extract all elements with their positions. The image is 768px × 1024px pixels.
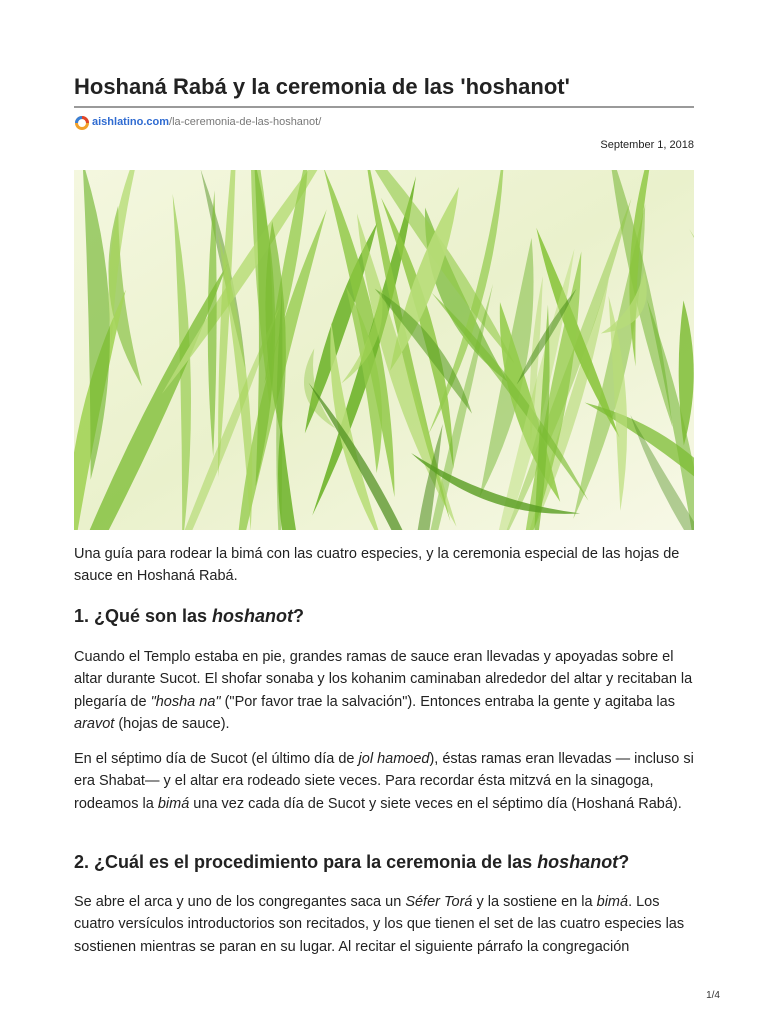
page-indicator: 1/4	[706, 990, 720, 1001]
source-link[interactable]	[74, 114, 321, 130]
section1-paragraph-2: En el séptimo día de Sucot (el último día de jol hamoed), éstas ramas eran llevadas — incluso si era Shabat— y el altar era rodeado siete veces. Para recordar ésta mitzvá en la sinagoga, rodeamos la bimá una vez cada día de Sucot y siete veces en el séptimo día (Hoshaná Rabá).	[74, 751, 694, 812]
publish-date: September 1, 2018	[600, 139, 694, 151]
section-heading-2: 2. ¿Cuál es el procedimiento para la ceremonia de las hoshanot?	[74, 852, 630, 872]
willow-leaves-image	[74, 170, 694, 530]
title-divider	[74, 106, 694, 108]
section1-paragraph-1: Cuando el Templo estaba en pie, grandes ramas de sauce eran llevadas y apoyadas sobre el altar durante Sucot. El shofar sonaba y los kohanim caminaban alrededor del altar y recitaban la plegaría de "hosha na" ("Por favor trae la salvación"). Entonces entraba la gente y agitaba las aravot (hojas de sauce).	[74, 649, 693, 733]
intro-paragraph: Una guía para rodear la bimá con las cuatro especies, y la ceremonia especial de las hojas de sauce en Hoshaná Rabá.	[74, 546, 680, 585]
source-domain[interactable]: aishlatino.com	[92, 116, 170, 128]
site-logo-icon	[74, 114, 90, 130]
source-path[interactable]: /la-ceremonia-de-las-hoshanot/	[169, 116, 322, 128]
page-title: Hoshaná Rabá y la ceremonia de las 'hoshanot'	[74, 74, 570, 99]
section2-paragraph-1: Se abre el arca y uno de los congregantes saca un Séfer Torá y la sostiene en la bimá. Los cuatro versículos introductorios son recitados, y los que tienen el set de las cuatro especies las sostienen mientras se paran en su lugar. Al recitar el siguiente párrafo la congregación	[74, 894, 685, 955]
section-heading-1: 1. ¿Qué son las hoshanot?	[74, 606, 305, 626]
